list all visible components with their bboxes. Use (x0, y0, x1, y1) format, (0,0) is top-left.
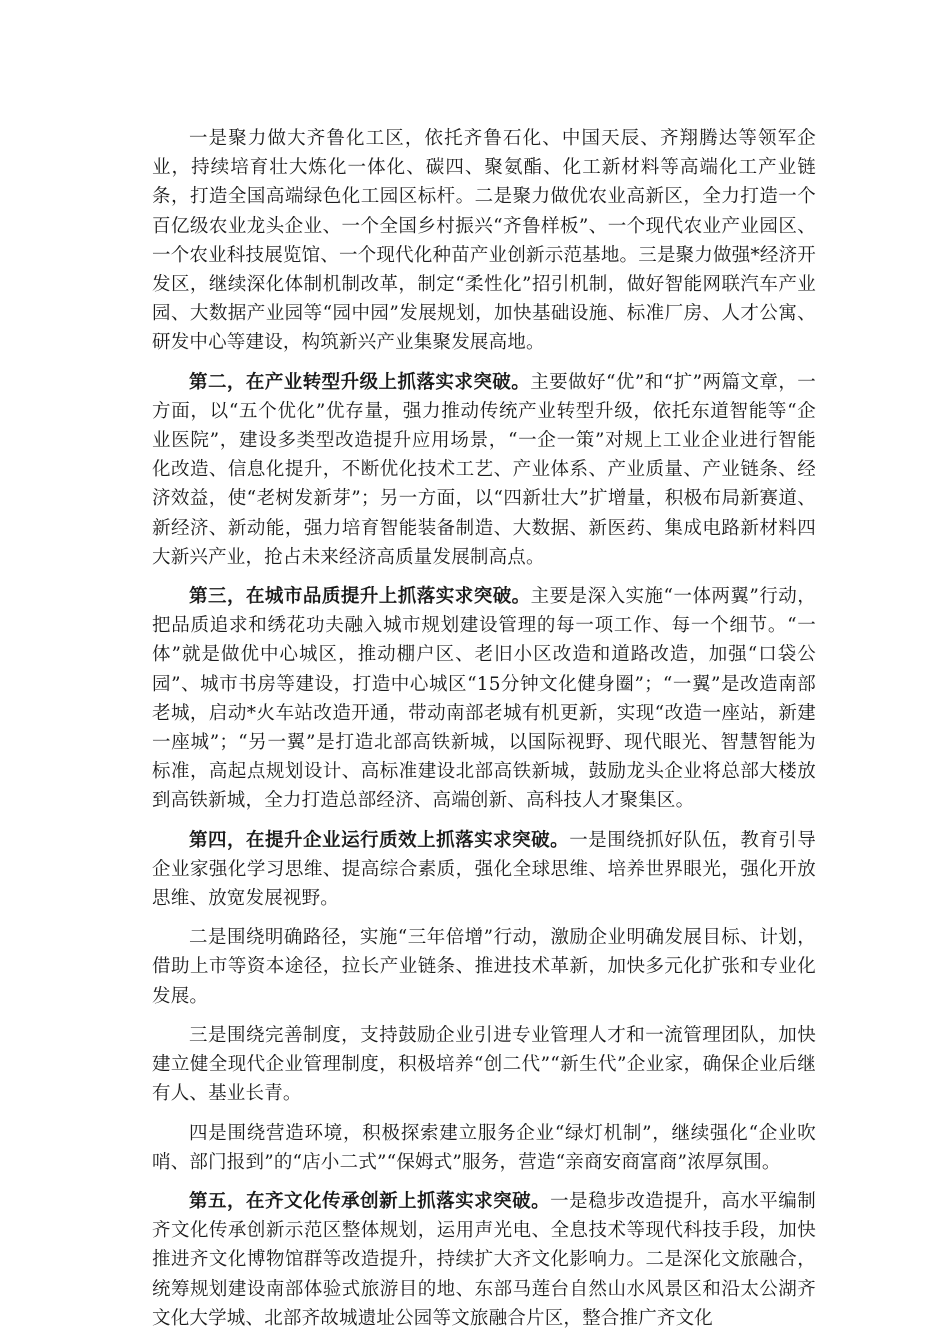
paragraph-6 (152, 1021, 816, 1109)
paragraph-body: 主要是深入实施“一体两翼”行动，把品质追求和绣花功夫融入城市规划建设管理的每一项工作、每一个细节。“一体”就是做优中心城区，推动棚户区、老旧小区改造和道路改造，加强“口袋公园”、城市书房等建设，打造中心城区“15分钟文化健身圈”；“一翼”是改造南部老城，启动*火车站改造开通，带动南部老城有机更新，实现“改造一座站，新建一座城”；“另一翼”是打造北部高铁新城，以国际视野、现代眼光、智慧智能为标准，高起点规划设计、高标准建设北部高铁新城，鼓励龙头企业将总部大楼放到高铁新城，全力打造总部经济、高端创新、高科技人才聚集区。 (152, 586, 816, 812)
paragraph-2 (152, 368, 816, 572)
paragraph-lead: 第五，在齐文化传承创新上抓落实求突破。 (189, 1190, 551, 1212)
paragraph-body: 三是围绕完善制度，支持鼓励企业引进专业管理人才和一流管理团队，加快建立健全现代企业管理制度，积极培养“创二代”“新生代”企业家，确保企业后继有人、基业长青。 (152, 1024, 816, 1105)
paragraph-body: 二是围绕明确路径，实施“三年倍增”行动，激励企业明确发展目标、计划，借助上市等资本途径，拉长产业链条、推进技术革新，加快多元化扩张和专业化发展。 (152, 927, 816, 1007)
paragraph-1 (152, 124, 816, 358)
paragraph-7 (152, 1119, 816, 1177)
paragraph-3 (152, 582, 816, 816)
paragraph-5 (152, 923, 816, 1011)
paragraph-body: 一是围绕抓好队伍，教育引导企业家强化学习思维、提高综合素质，强化全球思维、培养世界眼光，强化开放思维、放宽发展视野。 (152, 829, 816, 910)
paragraph-lead: 第二，在产业转型升级上抓落实求突破。 (189, 371, 531, 393)
paragraph-body: 四是围绕营造环境，积极探索建立服务企业“绿灯机制”，继续强化“企业吹哨、部门报到”的“店小二式”“保姆式”服务，营造“亲商安商富商”浓厚氛围。 (152, 1122, 816, 1173)
paragraph-body: 一是聚力做大齐鲁化工区，依托齐鲁石化、中国天辰、齐翔腾达等领军企业，持续培育壮大炼化一体化、碳四、聚氨酯、化工新材料等高端化工产业链条，打造全国高端绿色化工园区标杆。二是聚力做优农业高新区，全力打造一个百亿级农业龙头企业、一个全国乡村振兴“齐鲁样板”、一个现代农业产业园区、一个农业科技展览馆、一个现代化种苗产业创新示范基地。三是聚力做强*经济开发区，继续深化体制机制改革，制定“柔性化”招引机制，做好智能网联汽车产业园、大数据产业园等“园中园”发展规划，加快基础设施、标准厂房、人才公寓、研发中心等建设，构筑新兴产业集聚发展高地。 (152, 128, 816, 354)
paragraph-lead: 第四，在提升企业运行质效上抓落实求突破。 (189, 829, 570, 851)
paragraph-body: 主要做好“优”和“扩”两篇文章，一方面，以“五个优化”优存量，强力推动传统产业转型升级，依托东道智能等“企业医院”，建设多类型改造提升应用场景，“一企一策”对规上工业企业进行智能化改造、信息化提升，不断优化技术工艺、产业体系、产业质量、产业链条、经济效益，使“老树发新芽”；另一方面，以“四新壮大”扩增量，积极布局新赛道、新经济、新动能，强力培育智能装备制造、大数据、新医药、集成电路新材料四大新兴产业，抢占未来经济高质量发展制高点。 (152, 371, 816, 568)
paragraph-8 (152, 1187, 816, 1333)
paragraph-lead: 第三，在城市品质提升上抓落实求突破。 (189, 586, 531, 608)
paragraph-body: 一是稳步改造提升，高水平编制齐文化传承创新示范区整体规划，运用声光电、全息技术等现代科技手段，加快推进齐文化博物馆群等改造提升，持续扩大齐文化影响力。二是深化文旅融合，统筹规划建设南部体验式旅游目的地、东部马莲台自然山水风景区和沿太公湖齐文化大学城、北部齐故城遗址公园等文旅融合片区，整合推广齐文化 (152, 1190, 816, 1329)
paragraph-4 (152, 826, 816, 914)
document-page (152, 124, 816, 1343)
